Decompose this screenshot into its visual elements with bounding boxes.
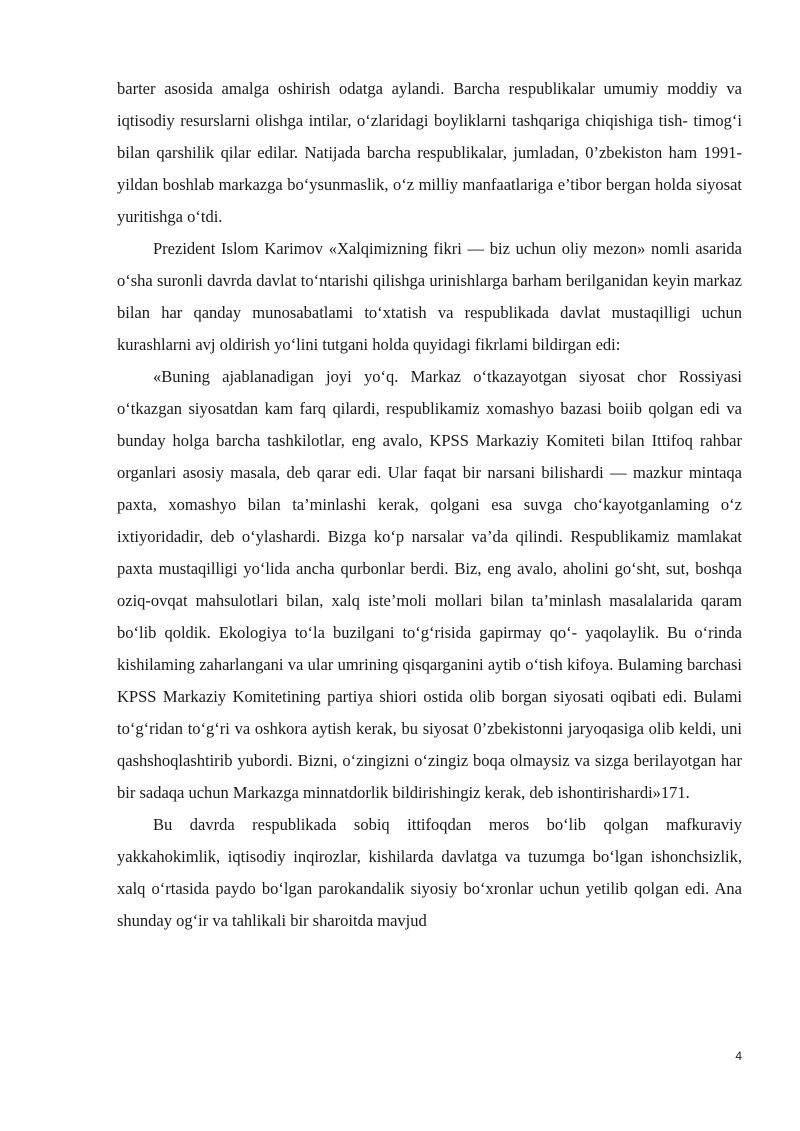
- paragraph-period: Bu davrda respublikada sobiq ittifoqdan meros bo‘lib qolgan mafkuraviy yakkahokimlik, iqtisodiy inqirozlar, kishilarda davlatga va tuzumga bo‘lgan ishonchsizlik, xalq o‘rtasida paydo bo‘lgan parokandalik siyosiy bo‘xronlar uchun yetilib qolgan edi. Ana shunday og‘ir va tahlikali bir sharoitda mavjud: [117, 815, 742, 930]
- paragraph-continuation: barter asosida amalga oshirish odatga aylandi. Barcha respublikalar umumiy moddiy va iqtisodiy resurslarni olishga intilar, o‘zlaridagi boyliklarni tashqariga chiqishiga tish- timog‘i bilan qarshilik qilar edilar. Natijada barcha respublikalar, jumladan, 0’zbekiston ham 1991-yildan boshlab markazga bo‘ysunmaslik, o‘z milliy manfaatlariga e’tibor bergan holda siyosat yuritishga o‘tdi.: [117, 79, 742, 226]
- page-number: 4: [735, 1049, 742, 1063]
- paragraph-quote: «Buning ajablanadigan joyi yo‘q. Markaz o‘tkazayotgan siyosat chor Rossiyasi o‘tkazgan siyosatdan kam farq qilardi, respublikamiz xomashyo bazasi boiib qolgan edi va bunday holga barcha tashkilotlar, eng avalo, KPSS Markaziy Komiteti bilan Ittifoq rahbar organlari asosiy masala, deb qarar edi. Ular faqat bir narsani bilishardi — mazkur mintaqa paxta, xomashyo bilan ta’minlashi kerak, qolgani esa suvga cho‘kayotganlaming o‘z ixtiyoridadir, deb o‘ylashardi. Bizga ko‘p narsalar va’da qilindi. Respublikamiz mamlakat paxta mustaqilligi yo‘lida ancha qurbonlar berdi. Biz, eng avalo, aholini go‘sht, sut, boshqa oziq-ovqat mahsulotlari bilan, xalq iste’moli mollari bilan ta’minlash masalalarida qaram bo‘lib qoldik. Ekologiya to‘la buzilgani to‘g‘risida gapirmay qo‘- yaqolaylik. Bu o‘rinda kishilaming zaharlangani va ular umrining qisqarganini aytib o‘tish kifoya. Bulaming barchasi KPSS Markaziy Komitetining partiya shiori ostida olib borgan siyosati oqibati edi. Bulami to‘g‘ridan to‘g‘ri va oshkora aytish kerak, bu siyosat 0’zbekistonni jaryoqasiga olib keldi, uni qashshoqlashtirib yubordi. Bizni, o‘zingizni o‘zingiz boqa olmaysiz va sizga berilayotgan har bir sadaqa uchun Markazga minnatdorlik bildirishingiz kerak, deb ishontirishardi»171.: [117, 367, 742, 802]
- paragraph-karimov-intro: Prezident Islom Karimov «Xalqimizning fikri — biz uchun oliy mezon» nomli asarida o‘sha suronli davrda davlat to‘ntarishi qilishga urinishlarga barham berilganidan keyin markaz bilan har qanday munosabatlami to‘xtatish va respublikada davlat mustaqilligi uchun kurashlarni avj oldirish yo‘lini tutgani holda quyidagi fikrlami bildirgan edi:: [117, 239, 742, 354]
- document-body: [117, 73, 742, 937]
